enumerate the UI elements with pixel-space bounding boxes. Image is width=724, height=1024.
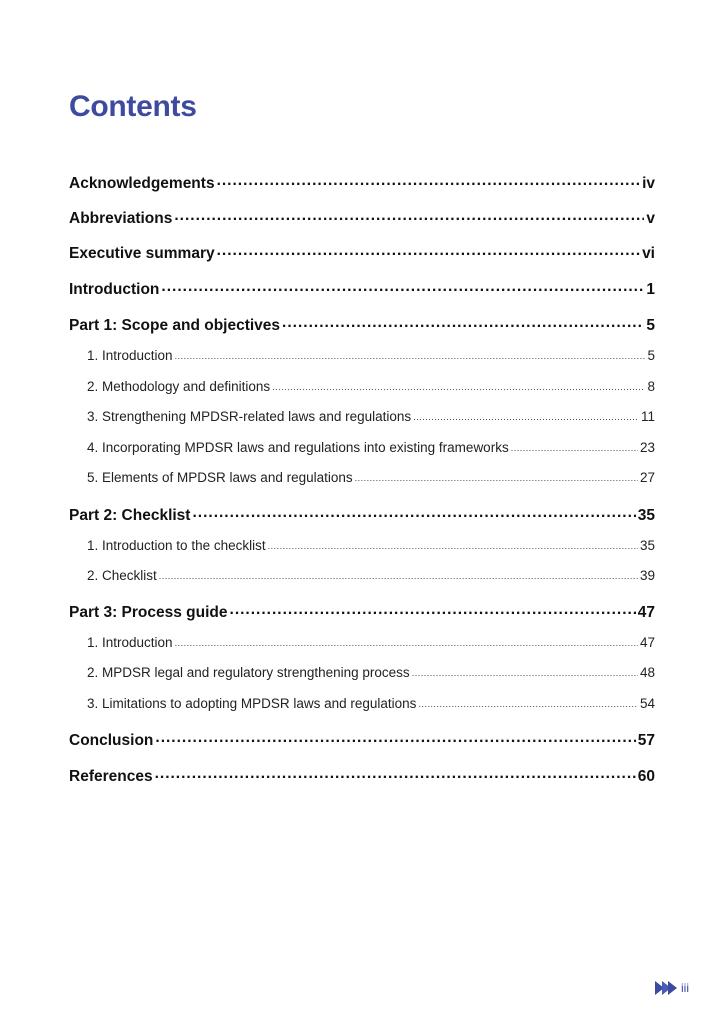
toc-entry-page: 5 [646,316,655,334]
dot-leader [217,172,641,188]
toc-entry[interactable] [87,346,655,363]
toc-entry-page: v [646,209,655,227]
toc-entry-label: Acknowledgements [69,174,215,192]
dot-leader [230,601,636,617]
dot-leader [272,377,645,391]
toc-entry-label: Conclusion [69,731,154,749]
dot-leader [268,536,638,550]
toc-entry-label: 1. Introduction [87,347,173,363]
toc-entry[interactable] [69,601,655,622]
toc-entry-label: Part 3: Process guide [69,603,228,621]
double-chevron-right-icon [655,980,677,996]
toc-entry-label: Part 1: Scope and objectives [69,316,281,334]
toc-entry-label: References [69,767,153,785]
page-footer [655,980,689,996]
toc-entry-page: 11 [640,408,655,424]
dot-leader [282,314,644,330]
toc-entry-page: 47 [637,603,655,621]
dot-leader [217,242,640,258]
toc-entry-page: 27 [639,469,655,485]
toc-entry[interactable] [69,207,655,228]
dot-leader [175,633,638,647]
dot-leader [355,468,638,482]
toc-entry[interactable] [69,242,655,263]
toc-entry-label: Executive summary [69,244,215,262]
toc-entry[interactable] [87,468,655,485]
toc-entry[interactable] [69,504,655,525]
dot-leader [413,407,639,421]
toc-entry-page: vi [642,244,655,262]
toc-entry-page: 60 [637,767,655,785]
toc-entry-label: Part 2: Checklist [69,506,191,524]
dot-leader [155,729,635,745]
toc-entry[interactable] [87,663,655,680]
toc-entry-page: 5 [647,347,655,363]
toc-entry-page: 23 [639,439,655,455]
toc-entry[interactable] [87,377,655,394]
toc-entry[interactable] [69,278,655,299]
page-title: Contents [69,90,197,123]
dot-leader [155,765,636,781]
dot-leader [174,207,644,223]
toc-entry[interactable] [69,729,655,750]
toc-entry-label: 5. Elements of MPDSR laws and regulations [87,469,353,485]
toc-entry-page: 8 [647,378,655,394]
dot-leader [175,346,646,360]
toc-entry-page: 54 [639,695,655,711]
toc-entry-label: 2. Checklist [87,567,157,583]
dot-leader [159,566,638,580]
toc-entry[interactable] [69,172,655,193]
dot-leader [192,504,635,520]
toc-entry-page: 57 [637,731,655,749]
toc-entry-page: 39 [639,567,655,583]
toc-entry[interactable] [69,314,655,335]
toc-entry-label: 3. Strengthening MPDSR-related laws and regulations [87,408,412,424]
dot-leader [418,694,638,708]
dot-leader [412,663,638,677]
toc-entry-page: iv [642,174,655,192]
toc-entry[interactable] [69,765,655,786]
toc-entry-label: 2. Methodology and definitions [87,378,271,394]
toc-entry-label: 2. MPDSR legal and regulatory strengthening process [87,664,410,680]
toc-entry[interactable] [87,694,655,711]
toc-entry[interactable] [87,566,655,583]
toc-entry-label: 1. Introduction [87,634,173,650]
toc-entry[interactable] [87,536,655,553]
toc-entry[interactable] [87,633,655,650]
toc-entry-page: 35 [639,537,655,553]
toc-entry-page: 47 [639,634,655,650]
dot-leader [161,278,644,294]
toc-entry-label: 1. Introduction to the checklist [87,537,266,553]
toc-entry-page: 48 [639,664,655,680]
toc-entry-label: Abbreviations [69,209,173,227]
toc-entry-label: 4. Incorporating MPDSR laws and regulations into existing frameworks [87,439,509,455]
toc-entry[interactable] [87,438,655,455]
toc-entry[interactable] [87,407,655,424]
dot-leader [511,438,638,452]
toc-entry-label: Introduction [69,280,160,298]
toc-entry-page: 35 [637,506,655,524]
page-number: iii [681,981,689,995]
toc-entry-page: 1 [646,280,655,298]
toc-entry-label: 3. Limitations to adopting MPDSR laws and regulations [87,695,417,711]
